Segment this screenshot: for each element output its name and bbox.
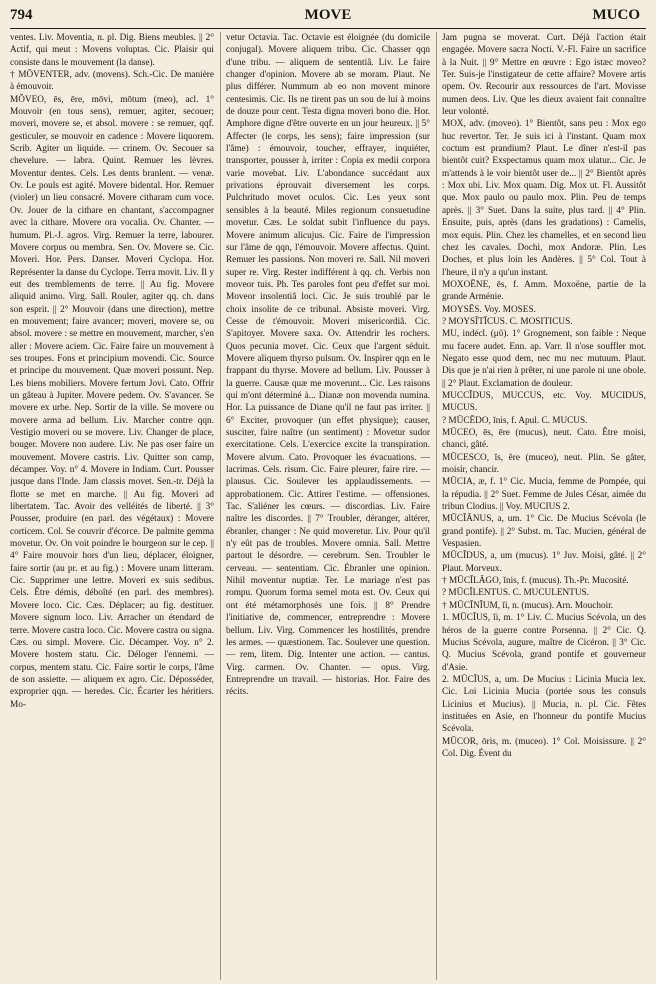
dictionary-entry: MŪCESCO, ĭs, ĕre (muceo), neut. Plin. Se gâter, moisir, chancir. bbox=[442, 452, 646, 476]
page-number: 794 bbox=[10, 7, 33, 23]
dictionary-entry: ventes. Liv. Moventia, n. pl. Dig. Biens meubles. || 2° Actif, qui meut : Movens voluptas. Cic. Plaisir qui consiste dans le mouvement (la danse). bbox=[10, 33, 214, 68]
dictionary-entry: MŪCOR, ōris, m. (muceo). 1° Col. Moisissure. || 2° Col. Dig. Évent du bbox=[442, 736, 646, 759]
header-right-guideword: MUCO bbox=[592, 7, 640, 23]
dictionary-entry: ? MOYSĪTĬCUS. C. MOSITICUS. bbox=[442, 316, 573, 327]
dictionary-entry: Jam pugna se moverat. Curt. Déjà l'action était engagée. Movere sacra Nocti. V.-Fl. Faire un sacrifice à la Nuit. || 9° Mettre en œuvre : Ego istæc moveo? Ter. Suis-je l'instigateur de cette affaire? Movere artis opem. Ov. Recourir aux ressources de l'art. Movisse numen deos. Liv. Que les dieux avaient fait connaître leur volonté. bbox=[442, 33, 646, 118]
dictionary-entry: MOX, adv. (moveo). 1° Bientôt, sans peu : Mox ego huc revertor. Ter. Je suis ici à l'instant. Quam mox coctum est prandium? Plaut. Le dîner n'est-il pas bientôt cuit? Exspectamus quam mox ulatur... Cic. Je m'attends à le voir bientôt user de... || 2° Bientôt après : Mox ubi. Liv. Mox quam. Dig. Mox ut. Fl. Aussitôt que. Mox paulo ou paulo mox. Plin. Peu de temps après. || 3° Suet. Dans la suite, plus tard. || 4° Plin. Ensuite, puis, après (dans les gradations) : Camelis, mox equis. Plin. Chez les chamelles, et en second lieu chez les cavales. Dochi, mox Andoræ. Plin. Les Doches, et plus loin les Andères. || 5° Col. Tout à l'heure, il n'y a qu'un instant. bbox=[442, 119, 646, 278]
dictionary-entry: ? MŪCĬLENTUS. C. MUCULENTUS. bbox=[442, 588, 589, 599]
dictionary-entry: † MŌVENTER, adv. (movens). Sch.-Cic. De manière à émouvoir. bbox=[10, 70, 214, 93]
dictionary-entry: MOYSĒS. Voy. MOSES. bbox=[442, 304, 536, 315]
dictionary-entry: MŪCIA, æ, f. 1° Cic. Mucia, femme de Pompée, qui la répudia. || 2° Suet. Femme de Jules César, aimée du tribun Clodius. || Voy. MUCIUS 2. bbox=[442, 477, 646, 513]
dictionary-entry: MŎVEO, ēs, ēre, mōvi, mōtum (meo), acl. 1° Mouvoir (en tous sens), remuer, agiter, secouer; moveri, movere se, et absol. movere : se remuer, qqf. gesticuler, se mouvoir en cadence : Movere liquorem. Scrib. Agiter un liquide. — crinem. Ov. Secouer sa chevelure. — labra. Quint. Remuer les lèvres. Moventur dentes. Cels. Les dents branlent. — venæ. Ov. Le pouls est agité. Movere bidental. Hor. Remuer (violer) un lieu consacré. Movere citharam cum voce. Ov. Jouer de la cithare en chantant, s'accompagner avec la cithare. Movere ora vocalia. Ov. Chanter. — humum. Pl.-J. agros. Virg. Remuer la terre, labourer. Movere corpus ou membra. Sen. Ov. Movere se. Cic. Moveri. Hor. Pers. Danser. Moveri Cyclopa. Hor. Représenter la danse du Cyclope. Terra movit. Liv. Il y eut des tremblements de terre. || Au fig. Movere aliquid animo. Virg. Sall. Rouler, agiter qq. ch. dans son esprit. || 2° Mouvoir (dans une direction), mettre en mouvement; faire avancer; moveri, movere se, ou absol. movere : se mettre en mouvement, marcher, s'en aller : Movere aciem. Cic. Faire faire un mouvement à ses troupes. Fons et principium movendi. Cic. Source et principe du mouvement. Quæ moveri possunt. Nep. Les biens mobiliers. Movere fertum Jovi. Cato. Offrir un gâteau à Jupiter. Movere pedem. Ov. S'avancer. Se movere ex urbe. Nep. Sortir de la ville. Se movere ou movere arma ad bellum. Liv. Marcher contre qqn. Vestigio moveri ou se movere. Liv. Changer de place, bouger. Movere non audere. Liv. Ne pas oser faire un mouvement. Movere castris. Liv. Quitter son camp, décamper. Voy. n° 4. Movere in Indiam. Curt. Pousser jusque dans l'Inde. Jam classis movet. Sen.-tr. Déjà la flotte se met en marche. || Au fig. Moveri ad libertatem. Tac. Avoir des velléités de liberté. || 3° Pousser, produire (en parl. des végétaux) : Movere corticem. Col. Se couvrir d'écorce. De palmite gemma movetur. Ov. On voit poindre le bourgeon sur le cep. || 4° Faire mouvoir hors d'un lieu, déplacer, éloigner, faire sortir (au pr. et au fig.) : Movere unam litteram. Cic. Supprimer une lettre. Moveri ex suis sedibus. Cels. Être démis, déboîté (en parl. des membres). Movere loco. Cic. Cæs. Déplacer; au fig. destituer. Movere signum loco. Liv. Arracher un étendard de terre. Movere castra loco. Cic. Movere castra ou signa. Cæs. ou simpl. Movere. Cic. Décamper. Voy. n° 2. Movere hostem statu. Cic. Déloger l'ennemi. — corpus, mentem statu. Cic. Faire sortir le corps, l'âme de son assiette. — aliquem ex agro. Cic. Déposséder, exproprier qqn. — heredes. Cic. Écarter les héritiers. Mo- bbox=[10, 94, 214, 710]
page-header bbox=[10, 0, 646, 29]
text-columns bbox=[10, 32, 646, 980]
column-3 bbox=[436, 32, 646, 980]
column-1 bbox=[10, 32, 214, 980]
dictionary-entry: MOXOĒNE, ēs, f. Amm. Moxoëne, partie de la grande Arménie. bbox=[442, 279, 646, 303]
header-center-guideword: MOVE bbox=[304, 7, 352, 23]
dictionary-entry: MŪCĬDUS, a, um (mucus). 1° Juv. Moisi, gâté. || 2° Plaut. Morveux. bbox=[442, 551, 646, 574]
dictionary-entry: 2. MŪCĬUS, a, um. De Mucius : Licinia Mucia lex. Cic. Loi Licinia Mucia (portée sous les consuls Licinius et Mucius). || Mucia, n. pl. Cic. Fêtes instituées en Asie, en l'honneur du pontife Mucius Scévola. bbox=[442, 674, 646, 735]
dictionary-entry: MŪCEO, ēs, ēre (mucus), neut. Cato. Être moisi, chanci, gâté. bbox=[442, 428, 646, 451]
dictionary-entry: MŪCĬĀNUS, a, um. 1° Cic. De Mucius Scévola (le grand pontife). || 2° Subst. m. Tac. Mucien, général de Vespasien. bbox=[442, 514, 646, 550]
dictionary-entry: vetur Octavia. Tac. Octavie est éloignée (du domicile conjugal). Movere aliquem tribu. Cic. Chasser qqn d'une tribu. — aliquem de sententiâ. Liv. Le faire changer d'opinion. Movere ab se moram. Plaut. Ne plus différer. Nummum ab eo non movent minore centesimis. Cic. Ils ne tirent pas un sou de lui à moins de douze pour cent. Testa digna moveri bono die. Hor. Amphore digne d'être ouverte en un jour heureux. || 5° Affecter (le corps, les sens); faire impression (sur l'âme) : émouvoir, toucher, effrayer, inquiéter, transporter, pousser à, irriter : Copia ex medii corpora varie movebat. Liv. L'abondance succédant aux privations éprouvait diversement les corps. Pulchritudo movet oculos. Cic. Les yeux sont sensibles à la beauté. Miles regionum consuetudine movetur. Cæs. Le soldat subit l'influence du pays. Movere animum alicujus. Cic. Faire de l'impression sur l'âme de qqn, l'émouvoir. Movere affectus. Quint. Remuer les passions. Non moveri re. Sall. Nil moveri super re. Virg. Rester indifférent à qq. ch. Verbis non moveor tuis. Ph. Tes paroles font peu d'effet sur moi. Moveor insolentiâ loci. Cic. Je suis troublé par le choix insolite de ce tribunal. Absiste moveri. Virg. Cesse de t'émouvoir. Moveri misericordiâ. Cic. S'apitoyer. Movere saxa. Ov. Attendrir les rochers. Quos pecunia movet. Cic. Ceux que l'argent séduit. Movere aliquem thyrso pulsum. Ov. Inspirer qqn en le frappant du thyrse. Movere ad bellum. Liv. Pousser à la guerre. Causæ quæ me moverunt... Cic. Les raisons qui m'ont déterminé à... Dianæ non movenda numina. Hor. La puissance de Diane qu'il ne faut pas irriter. || 6° Exciter, provoquer (un effet physique); causer, susciter, faire naître (un sentiment) : Movetur sudor exercitatione. Cels. L'exercice excite la transpiration. Movere alvum. Cato. Provoquer les évacuations. — lacrimas. Cels. risum. Cic. Faire pleurer, faire rire. — plausus. Cic. Soulever les applaudissements. — approbationem. Cic. Attirer l'estime. — offensiones. Tac. S'aliéner les cœurs. — discordias. Liv. Faire naître les discordes. || 7° Troubler, déranger, altérer, ébranler, changer : Ne quid moveretur. Liv. Pour qu'il n'y eût pas de troubles. Movere omnia. Sall. Mettre partout le désordre. — cerebrum. Sen. Troubler le cerveau. — sententiam. Cic. Ébranler une opinion. Nihil moventur nuptiæ. Ter. Le mariage n'est pas rompu. Quorum forma semel mota est. Ov. Ceux qui ont été métamorphosés une fois. || 8° Prendre l'initiative de, commencer, entreprendre : Movere bellum. Liv. Virg. Commencer les hostilités, prendre les armes. — quæstionem. Tac. Soulever une question. — rem, litem. Dig. Intenter une action. — cantus. Virg. carmen. Ov. Chanter. — opus. Virg. Entreprendre un travail. — historias. Hor. Faire des récits. bbox=[226, 33, 430, 698]
dictionary-entry: † MŪCĬLĀGO, ĭnis, f. (mucus). Th.-Pr. Mucosité. bbox=[442, 576, 629, 587]
dictionary-entry: MUCCĬDUS, MUCCUS, etc. Voy. MUCIDUS, MUCUS. bbox=[442, 390, 646, 414]
dictionary-entry: 1. MŪCĬUS, ĭi, m. 1° Liv. C. Mucius Scévola, un des héros de la guerre contre Porsenna. || 2° Cic. Q. Mucius Scévola, augure, maître de Cicéron. || 3° Cic. Q. Mucius Scévola, grand pontife et gouverneur d'Asie. bbox=[442, 613, 646, 673]
dictionary-entry: MU, indécl. (μῦ). 1° Grognement, son faible : Neque mu facere audet. Enn. ap. Varr. Il n'ose souffler mot. Negato esse quod dem, nec mu nec mutuum. Plaut. Dis que je n'ai rien à prêter, ni une parole ni une obole. || 2° Plaut. Exclamation de douleur. bbox=[442, 329, 646, 389]
column-2 bbox=[220, 32, 430, 980]
dictionary-entry: ? MŪCĒDO, ĭnis, f. Apul. C. MUCUS. bbox=[442, 415, 588, 426]
dictionary-entry: † MŪCĬNĬUM, ĭi, n. (mucus). Arn. Mouchoir. bbox=[442, 600, 614, 611]
